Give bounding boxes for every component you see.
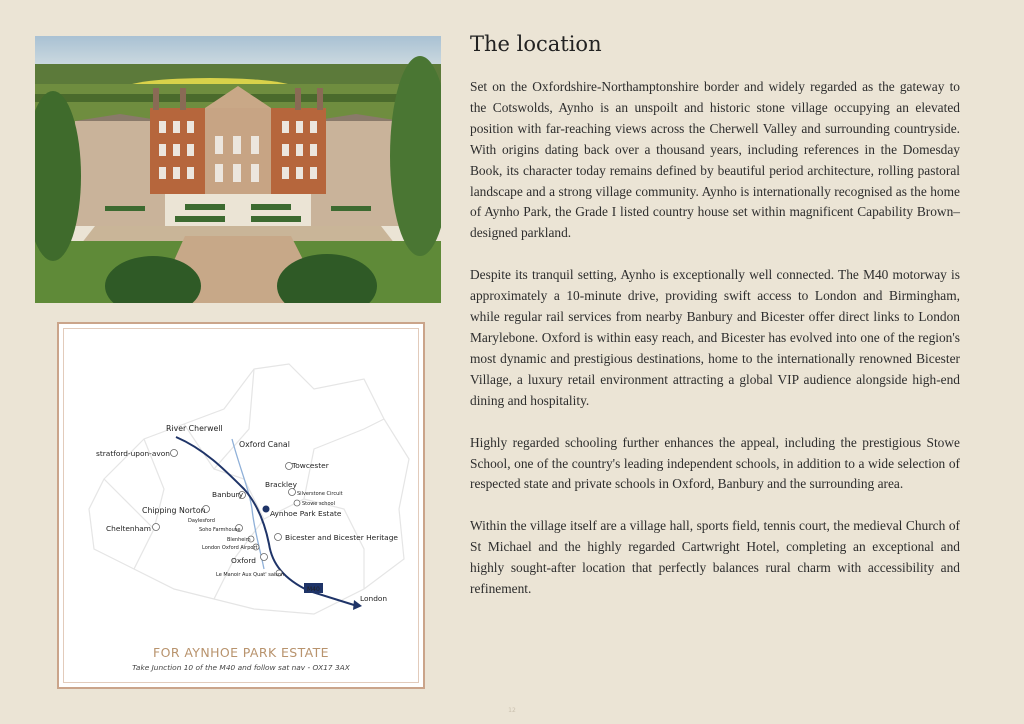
label-silverstone: Silverstone Circuit xyxy=(297,491,343,497)
page-title: The location xyxy=(470,32,602,56)
label-cheltenham: Cheltenham xyxy=(106,524,151,533)
label-daylesford: Daylesford xyxy=(188,518,215,524)
map-directions: Take Junction 10 of the M40 and follow sat nav - OX17 3AX xyxy=(132,663,350,672)
aynhoe-marker xyxy=(263,506,270,513)
label-river: River Cherwell xyxy=(166,424,223,433)
label-aynhoe: Aynhoe Park Estate xyxy=(270,509,342,518)
estate-photo xyxy=(35,36,441,303)
location-map xyxy=(57,322,425,689)
label-blenheim: Blenheim xyxy=(227,537,251,543)
page-number: 12 xyxy=(508,707,516,714)
label-oxford: Oxford xyxy=(231,556,256,565)
paragraph-schooling: Highly regarded schooling further enhances the appeal, including the prestigious Stowe School, one of the country's leading independent schools, in addition to a wide selection of respected state and private schools in Oxford, Banbury and the surrounding area. xyxy=(470,434,960,492)
paragraph-intro: Set on the Oxfordshire-Northamptonshire border and widely regarded as the gateway to the Cotswolds, Aynho is an unspoilt and historic stone village occupying an elevated position with far-reaching views across the Cherwell Valley and surrounding countryside. With origins dating back over a thousand years, including references in the Domesday Book, its character today remains defined by beautiful period architecture, rolling pastoral landscape and a strong village community. Aynho is internationally recognised as the home of Aynho Park, the Grade I listed country house set within magnificent Capability Brown–designed parkland. xyxy=(470,79,960,241)
label-towcester: Towcester xyxy=(292,461,329,470)
map-title: FOR AYNHOE PARK ESTATE xyxy=(153,645,329,660)
label-soho: Soho Farmhouse xyxy=(199,527,241,533)
location-text xyxy=(470,32,960,621)
label-canal: Oxford Canal xyxy=(239,440,290,449)
label-m40: M40 xyxy=(307,586,320,593)
label-manoir: Le Manoir Aux Quat' saison xyxy=(216,572,285,578)
label-banbury: Banbury xyxy=(212,490,244,499)
paragraph-connections: Despite its tranquil setting, Aynho is exceptionally well connected. The M40 motorway is approximately a 10-minute drive, providing swift access to London and Birmingham, while regular rail services from nearby Banbury and Bicester offer direct links to London Marylebone. Oxford is within easy reach, and Bicester has evolved into one of the region's most dynamic and prestigious destinations, home to the internationally renowned Bicester Village, a luxury retail environment attracting a global VIP audience alongside high-end dining and hospitality. xyxy=(470,267,960,408)
paragraph-village: Within the village itself are a village hall, sports field, tennis court, the medieval Church of St Michael and the highly regarded Cartwright Hotel, completing an exceptional and highly sought-after location that perfectly balances rural charm with accessibility and refinement. xyxy=(470,518,960,597)
label-bicester: Bicester and Bicester Heritage xyxy=(285,533,398,542)
label-london: London xyxy=(360,594,388,603)
label-stratford: stratford-upon-avon xyxy=(96,449,170,458)
label-stowe: Stowe school xyxy=(302,501,335,507)
label-chipping: Chipping Norton xyxy=(142,506,206,515)
map-canvas xyxy=(63,328,419,683)
label-brackley: Brackley xyxy=(265,480,297,489)
label-airport: London Oxford Airport xyxy=(202,545,258,551)
